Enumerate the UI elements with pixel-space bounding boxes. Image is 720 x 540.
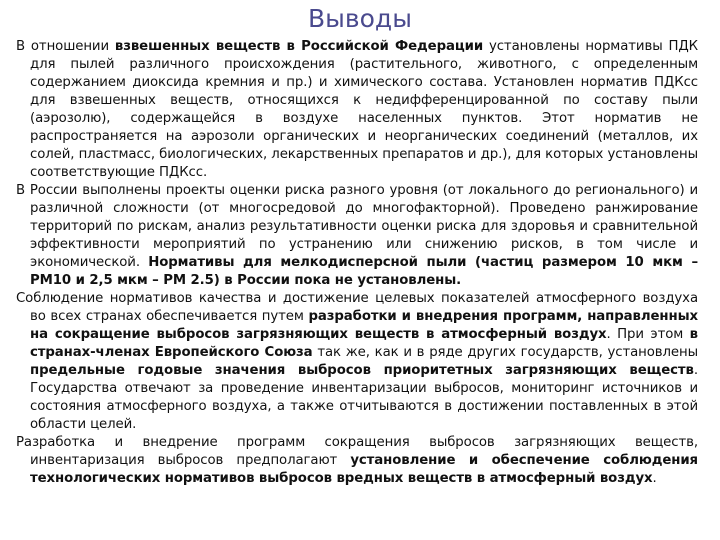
text-run: Разработка и внедрение программ сокращения выбросов загрязняющих веществ, инвентаризация выбросов предполагают	[16, 435, 698, 468]
text-run: Соблюдение нормативов качества и достижение целевых показателей атмосферного воздуха во всех странах обеспечивается путем	[16, 291, 698, 324]
bold-text: предельные годовые значения выбросов приоритетных загрязняющих веществ	[30, 363, 694, 378]
paragraph-2	[16, 182, 698, 290]
paragraph-4	[16, 434, 698, 488]
bold-text: Нормативы для мелкодисперсной пыли (частиц размером 10 мкм – РМ10 и 2,5 мкм – РМ 2.5) в России пока не установлены.	[30, 255, 698, 288]
text-run: . Государства отвечают за проведение инвентаризации выбросов, мониторинг источников и состояния атмосферного воздуха, а также отчитываются в достижении поставленных в этой области целей.	[30, 363, 698, 432]
paragraph-3	[16, 290, 698, 434]
text-run: В отношении	[16, 39, 115, 54]
page-title: Выводы	[308, 4, 412, 33]
text-run: установлены нормативы ПДК для пылей различного происхождения (растительного, животного, с определенным содержанием диоксида кремния и пр.) и химического состава. Установлен норматив ПДКсс для взвешенных веществ, относящихся к недифференцированной по составу пыли (аэрозолю), содержащейся в воздухе населенных пунктов. Этот норматив не распространяется на аэрозоли органических и неорганических соединений (металлов, их солей, пластмасс, биологических, лекарственных препаратов и др.), для которых установлены соответствующие ПДКсс.	[30, 39, 698, 180]
paragraph-1	[16, 38, 698, 182]
bold-text: взвешенных веществ в Российской Федерации	[114, 39, 484, 54]
text-run: так же, как и в ряде других государств, установлены	[312, 345, 699, 360]
bold-text: разработки и внедрения программ, направленных на сокращение выбросов загрязняющих веществ в атмосферный воздух	[30, 309, 698, 342]
bold-text: в странах-членах Европейского Союза	[30, 327, 698, 360]
text-run: .	[652, 471, 657, 486]
text-run: . При этом	[606, 327, 690, 342]
slide-body	[16, 38, 698, 488]
bold-text: установление и обеспечение соблюдения технологических нормативов выбросов вредных веществ в атмосферный воздух	[30, 453, 698, 486]
text-run: В России выполнены проекты оценки риска разного уровня (от локального до регионального) и различной сложности (от многосредовой до многофакторной). Проведено ранжирование территорий по рискам, анализ результативности оценки риска для здоровья и сравнительной эффективности мероприятий по устранению или снижению рисков, в том числе и экономической.	[16, 183, 698, 270]
